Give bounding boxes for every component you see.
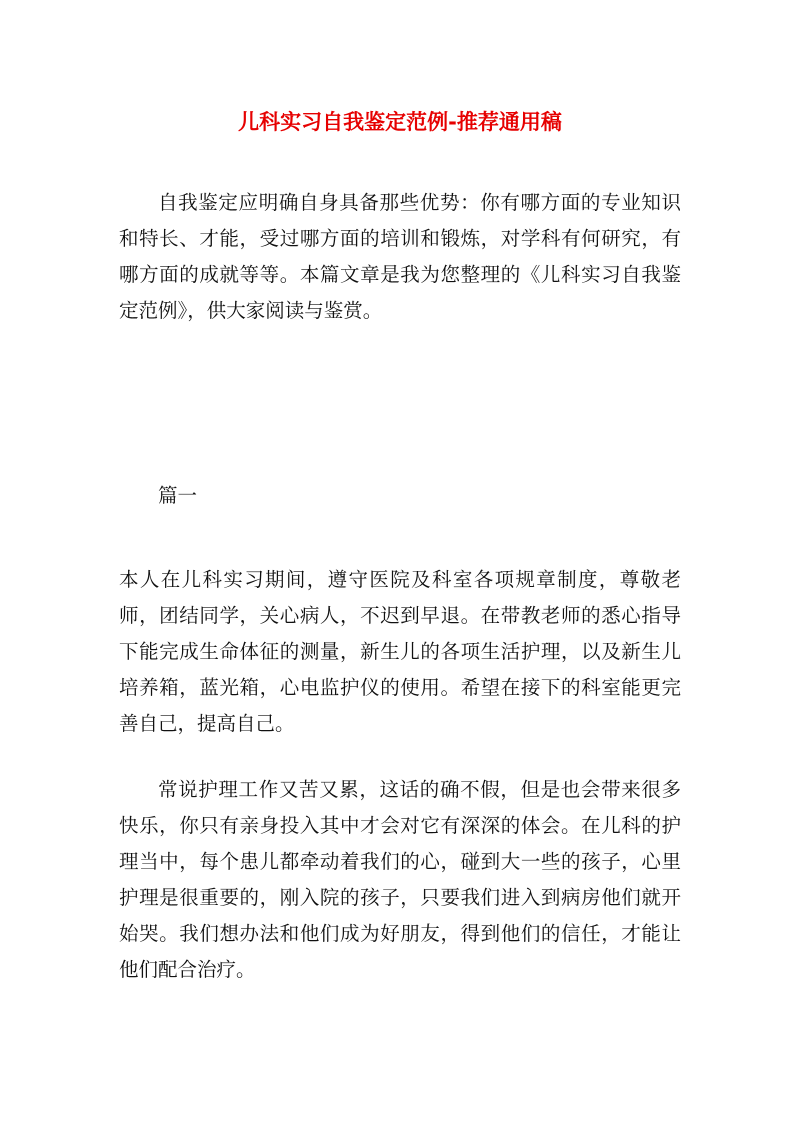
body-paragraph-1: 本人在儿科实习期间，遵守医院及科室各项规章制度，尊敬老师，团结同学，关心病人，不迟到早退。在带教老师的悉心指导下能完成生命体征的测量，新生儿的各项生活护理，以及新生儿培养箱，蓝光箱，心电监护仪的使用。希望在接下的科室能更完善自己，提高自己。: [119, 568, 681, 735]
section-heading: 篇一: [158, 484, 198, 507]
body-paragraph-2: 常说护理工作又苦又累，这话的确不假，但是也会带来很多快乐，你只有亲身投入其中才会对它有深深的体会。在儿科的护理当中，每个患儿都牵动着我们的心，碰到大一些的孩子，心里护理是很重要的，刚入院的孩子，只要我们进入到病房他们就开始哭。我们想办法和他们成为好朋友，得到他们的信任，才能让他们配合治疗。: [119, 778, 681, 981]
intro-paragraph: 自我鉴定应明确自身具备那些优势：你有哪方面的专业知识和特长、才能，受过哪方面的培训和锻炼，对学科有何研究，有哪方面的成就等等。本篇文章是我为您整理的《儿科实习自我鉴定范例》，供大家阅读与鉴赏。: [119, 191, 681, 322]
document-title: 儿科实习自我鉴定范例-推荐通用稿: [238, 110, 562, 134]
